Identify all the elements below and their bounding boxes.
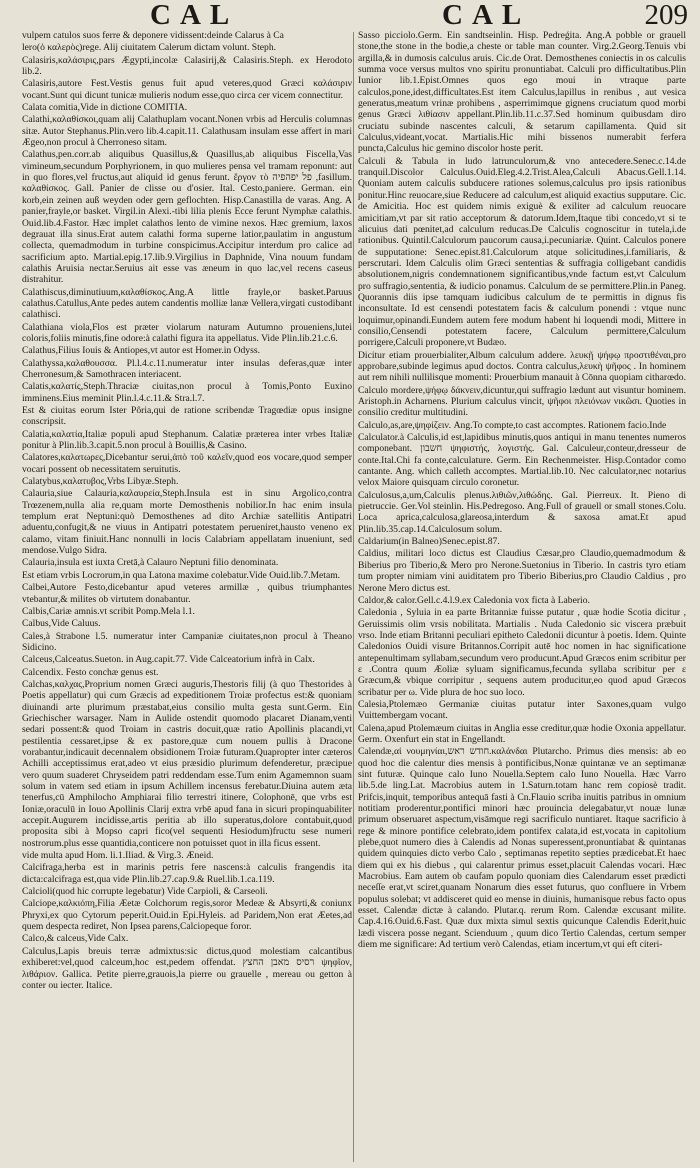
dictionary-entry: Calculi & Tabula in ludo latrunculorum,& vno antecedere.Senec.c.14.de tranquil.Discolor Calculus.Ouid.Eleg.4.2.Trist.Alea,Calculi Abacus.Gell.1.14. Quoniam autem calculis subducere rationes solemus,calculus pro ipsis rationibus ponitur.Hinc reuocare,siue Reducere ad calculum,est aliquid exactius supputare. Cic. de Amicitia. Hoc est quidem nimis exiguè & exiliter ad calculum reuocare amicitiam,vt par sit ratio acceptorum & datorum.Idem,Itaque tibi concedo,vt si te alicuius dati pœnitet,ad calculum reducas.De Calculis cognoscitur in tutela,i.de rationibus. Quintil.Calculorum paucorum causa,i.pecuniariæ. Quint. Calculos ponere de supputatione: Senec.epist.81.Calculorum atque solicitudines,i.familiaris, & perscrutari. Idem Calculis olim Græci sententias & suffragia colligebant candidis absolutionem,nigris condemnationem significantibus,vnde factum est,vt Calculum pro suffragio,sententia, & iudicio ponamus. Calculum de se permittere.Plin.in Paneg. Quorannis diis ipse tamquam iudicibus calculum de te permittis in dignus fis inconsultate. Id est censendi potestatem facis & calculum ponendi : vtque nunc loquimur,opinandi.Eundem autem fere modum habent hi loquendi modi, Mittere in consilio,Censendi potestatem facere, Calculum permittere,Calculum porrigere,Calculi proponere,vt Budæo. [358, 155, 686, 349]
dictionary-entry: vide multa apud Hom. li.1.Iliad. & Virg.3. Æneid. [22, 850, 214, 862]
dictionary-entry: Calauria,siue Calauria,καλαυρεία,Steph.Insula est in sinu Argolico,contra Trœzenem,nulla alia re,quam morte Demosthenis nobilior.In hac enim insula templum erat Neptuni:quò Demosthenes ad dito Archiæ satellitis Antipatri aduentu,confugit,& ne viuus in Antipatri potestatem perueniret,hausto veneno ex calamo, vitam finiuit.Hanc nonnulli in locis Calabriam appellatam inueniunt, sed mendose.Vulgo Sidra. [22, 488, 352, 557]
dictionary-entry: Sasso picciolo.Germ. Ein sandtseinlin. Hisp. Pedreǵita. Ang.A pobble or grauell stone,the stone in the bodie,a cheste or table man counter. Virg.2.Georg.Tenuis vbi argilla,& in dumosis calculus aruis. Cic.de Orat. Demosthenes coniectis in os calculis summa voce versus multos vno spiritu pronuntiabat. Calculi pro difficultatibus.Plin Iunior lib.1.Epist.Omnes quos ego moui in vtraque parte calculos,pone,idest,difficultates.Est item Calculus,lapillus in renibus , aut vesica generatus,meatum vrinæ prohibens , asperrimimque gignens cruciatum quod morbi genus Græci λιθίασιν appellant.Plin.lib.11.c.37.Sed hominum quibusdam diro cruciatu subinde nascentes calculi, & setarum capillamenta. Quid sit Calculus,videant,vocat. Martialis.Hic mihi bissenos numerabit ferfera puncta,Calculus hic gemino discolor hoste perit. [358, 30, 686, 155]
dictionary-entry: lero(ὁ καλερὸς)rege. Alij ciuitatem Calerum dictam volunt. Steph. [22, 42, 277, 54]
dictionary-entry: Calatybus,καλατυβος,Vrbs Libyæ.Steph. [22, 476, 179, 488]
column-divider [353, 32, 354, 1162]
dictionary-entry: Calculator.à Calculis,id est,lapidibus minutis,quos antiqui in manu tenentes numeros componebant. חשבון ψηφιστής, λογιστής. Gal. Calculeur,conteur,dresseur de conte.Ital.Chi fa conte,calculature. Germ. Ein Rechenmeister. Hisp.Contador como cantante. Ang. which calleth accomptes. Martial.lib.10. Nec calculator,nec notarius velox Maiore quisquam circulo coronetur. [358, 432, 686, 489]
running-head-right: CAL [442, 0, 531, 31]
page-number: 209 [644, 0, 688, 31]
dictionary-entry: Calathyssa,καλαθουσσα. Pl.l.4.c.11.numeratur inter insulas deferas,quæ inter Cherronesum,& Samothracen interiacent. [22, 357, 352, 380]
dictionary-entry: Calasiris,autore Fest.Vestis genus fuit apud veteres,quod Græci καλάσιριν vocant.Sunt qui dicunt tunicæ mulieris nodum esse,quo circa cer vicem connectitur. [22, 78, 352, 101]
right-column [358, 30, 686, 1164]
dictionary-entry: vulpem catulos suos ferre & deponere vidissent:deinde Calarus à Ca [22, 30, 284, 41]
dictionary-entry: Calatia,καλατία,Italiæ populi apud Stephanum. Calatiæ præterea inter vrbes Italiæ ponitur à Plin.lib.3.capit.5.non procul à Bouillis,& Casino. [22, 428, 352, 452]
dictionary-entry: Calena,apud Ptolemæum ciuitas in Anglia esse creditur,quæ hodie Oxonia appellatur. Germ. Oxenfurt ein stat in Engellandt. [358, 722, 686, 745]
dictionary-entry: Calceus,Calceatus.Sueton. in Aug.capit.77. Vide Calceatorium infrà in Calx. [22, 654, 315, 666]
dictionary-entry: Calathus,Filius Iouis & Antiopes,vt autor est Homer.in Odyss. [22, 345, 260, 357]
dictionary-entry: Calata comitia,Vide in dictione COMITIA. [22, 102, 188, 114]
dictionary-entry: Est etiam vrbis Locrorum,in qua Latona maxime colebatur.Vide Ouid.lib.7.Metam. [22, 569, 341, 581]
dictionary-entry: Calauria,insula est iuxta Cretā,à Calauro Neptuni filio denominata. [22, 557, 279, 569]
dictionary-entry: Calathus,pen.corr.ab aliquibus Quasillus,& Quasillus,ab aliquibus Fiscella,Vas vimineum,secundum Porphyrionem, in quo mulieres pensa vel tramam reponunt: aut in quo flores,vel fructus,aut aliquid id genus ferunt. ἔργον τὸ פל יפהפיה ,fasillum. καλαθίσκος. Gall. Panier de clisse ou d'osier. Ital. Cesto,paniere. German. ein korb,ein zeinen auß weyden oder gern geflochten. Hisp.Canastilla de varas. Ang. A panier,frayle,or basket. Virgil.in Alexi.-tibi lilia plenis Ecce ferunt Nymphæ calathis. Ouid.lib.4.Fastor. Hæc implet calathos lento de vimine nexos. Hæc gremium, laxos degrauat illa sinus.Erat autem calathi forma superne latior,paulatim in angustum collecta, quemadmodum in turbine conspicimus.Accipitur interdum pro calice ad sacrificium apto. Martial.epig.17.lib.9.Virgilius in Daphnide, Vina nouum fundam calathis Aruisia nectar.Seruius ait esse vas æneum in quo lac,vel recens caseus distrahitur. [22, 149, 352, 286]
dictionary-entry: Cales,à Strabone l.5. numeratur inter Campaniæ ciuitates,non procul à Theano Sidicino. [22, 630, 352, 653]
dictionary-entry: Caldius, militari loco dictus est Claudius Cæsar,pro Claudio,quemadmodum & Biberius pro Tiberio,& Mero pro Nerone.Suetonius in Tiberio. In castris tyro etiam tum propter nimiam vini auiditatem pro Tiberio Biberius,pro Claudio Caldius , pro Nerone Mero dictus est. [358, 548, 686, 594]
running-head-left: CAL [150, 0, 239, 31]
dictionary-entry: Est & ciuitas eorum Ister Pôria,qui de ratione scribendæ Tragœdiæ opus insigne conscripsit. [22, 405, 352, 428]
dictionary-entry: Calendæ,αἱ νουμηνίαι,חודש ראש.καλάνδαι Plutarcho. Primus dies mensis: ab eo quod hoc die calentur dies mensis à pontificibus,Nonæ quintanæ ve an septimanæ sint futuræ. Quinque calo Iuno Nouella.Septem calo Iuno Nouella. Hæc Varro lib.5.de ling.Lat. Macrobius autem in 1.Saturn.totam hanc rem copiosè tradit. Prifcis,inquit, temporibus antequā fasti à Cn.Flauio scriba inuitis patribus in omnium notitiam proderentur,pontifici minori hæc prouincia delegabatur,vt nouæ lunæ primum obseruaret aspectum,visāmque regi sacrificulo nuntiaret. Itaque sacrificio à rege & minore pontifice celebrato,idem pontifex calata,id est,vocata in capitolium plebe,quot numero dies à Calendis ad Nonas superessent,pronuntiabat & quintanas quidem quinquies dicto verbo Calo , septimanas repetito septies prædicebat.Et haec diem qui ex his diebus , qui calarentur primus esset,placuit Calendas vocari. Hæc Macrobius. Eam autem ob caufam populo quoniam dies Calendarum esset prædicti neceſſe erat,vt sciret,quanam Nonarum dies esset futurus, quo confluere in Vrbem populus solebat; vt addisceret quid eo mense in diuinis, humanisque rebus facto opus esset. Calendæ dictæ à calando. Plutar.q. rerum Rom. Calendæ excusant milite. Cap.4.16.Ouid.6.Fast. Quæ dux mixta simul sextis quicunque Calendis Ederit,huic lædi viscera posse negant. Scienduum , quum dico Tertio Calendas, certum semper diem me significare: Ad tertium verò Calendas, etiam incertum,vt qui eft citeri- [358, 746, 686, 951]
dictionary-entry: Calbis,Cariæ amnis.vt scribit Pomp.Mela l.1. [22, 605, 195, 617]
dictionary-entry: Calatores,καλατωρες,Dicebantur serui,ἀπὸ τοῦ καλεῖν,quod eos vocare,quod semper vocari possent ob necessitatem seruitutis. [22, 452, 352, 475]
dictionary-entry: Calchas,καλχας,Proprium nomen Græci auguris,Thestoris filij (à quo Thestorides à Poetis appellatur) qui cum Græcis ad expeditionem Troiæ profectus est:& quoniam diuinandi arte plurimum præstabat,eius consilio multa gesta sunt.Germ. Ein Griechischer warsager. Nam in Aulide ostendit quomodo placaret Dianam,venti sedari possent:& quod Troiam in castris docuit,quæ ratio Apollinis placandi,vt pestilentia cessaret,ipse & ex pastore,quæ cum nouem pullis à Dracone vorabantur,indicauit decennalem obsidionem Troiæ futuram.Quapropter inter cæteros Achilli acceptissimus erat,adeo vt eius præsidio plurimum defenderetur, præcipue vero quum suaderet Chryseidem patri reddendam esse.Tum enim Agamemnon suam solum in vatem sed etiam in ipsum Achillem incensus ferebatur.Diuina autem æta tenerfus,cū Amphilocho Amphiarai filio terrestri itinere, Colophonē, que vrbs est Ioniæ,oraculū in Iouo Apollinis Clarij extra vrbē apud fana in sicuri propinquabiliter accepit.Augurem incidisse,artis peritia ab illo superatus,dolore contabuit,quod proposita sibi à Mopso capri fico(vel sequenti Hesiodum)fructu sese numeri nostrorum.plus esse quantidia,conticere non potuisset quot in illa ficus essent. [22, 678, 352, 849]
dictionary-entry: Calbei,Autore Festo,dicebantur apud veteres armillæ , quibus triumphantes vtebantur,& milites ob virtutem donabantur. [22, 582, 352, 605]
left-column [22, 30, 352, 1164]
dictionary-entry: Calbus,Vide Caluus. [22, 618, 101, 630]
dictionary-entry: Calculo,as,are,ψηφίζειν. Ang.To compte,to cast accomptes. Rationem facio.Inde [358, 419, 667, 431]
dictionary-entry: Calathiscus,diminutiuum,καλαθίσκος.Ang.A little frayle,or basket.Paruus calathus.Catullus,Ante pedes autem candentis molliæ lanæ Vellera,virgati custodibant calathisci. [22, 286, 352, 321]
dictionary-entry: Dicitur etiam prouerbialiter,Album calculum addere. λευκῇ ψήφῳ προστιθέναι,pro approbare,subinde legimus apud doctos. Contra calculus,λευκὴ ψῆφος . In hominem aut rem nihili nullilisque momenti: Prouerbium manauit à Cōnna quopiam citharœdo. [358, 349, 686, 384]
dictionary-entry: Calcendix. Festo conchæ genus est. [22, 666, 159, 678]
dictionary-entry: Calciope,καλκιόπη,Filia Æetæ Colchorum regis,soror Medeæ & Absyrti,& coniunx Phryxi,ex quo Cytorum peperit.Ouid.in Epi.Hyleis. ad Paridem,Non erat Æetes,ad quem despecta rediret, Non Ipsea parens,Calciopeque foror. [22, 898, 352, 933]
dictionary-entry: Calathiana viola,Flos est præter violarum naturam Autumno proueniens,lutei coloris,foliis minutis,fine odore:à calathi figura ita appellatus. Vide Plin.lib.21.c.6. [22, 321, 352, 344]
page-header [0, 0, 700, 34]
dictionary-entry: Calcioli(quod hic corrupte legebatur) Vide Carpioli, & Carseoli. [22, 886, 268, 898]
dictionary-entry: Caldarium(in Balneo)Senec.epist.87. [358, 536, 500, 548]
dictionary-entry: Calatis,καλατίς,Steph.Thraciæ ciuitas,non procul à Tomis,Ponto Euxino imminens.Eius meminit Plin.l.4.c.11.& Stra.l.7. [22, 381, 352, 404]
dictionary-entry: Calathi,καλαθίσκοι,quam alij Calathuplam vocant.Nonen vrbis ad Herculis columnas sitæ. Autor Stephanus.Plin.vero lib.4.capit.11. Calathusam insulam esse affert in mari Ægeo,non procul à Cherroneso sitam. [22, 114, 352, 149]
dictionary-entry: Caldor,& calor.Gell.c.4.l.9.ex Caledonia vox ficta à Laberio. [358, 594, 590, 606]
dictionary-entry: Calcifraga,herba est in marinis petris fere nascens:à calculis frangendis ita dicta:calcifraga est,qua vide Plin.lib.27.cap.9.& Ruel.lib.1.ca.119. [22, 862, 352, 885]
dictionary-entry: Calculosus,a,um,Calculis plenus.λιθιῶν,λιθώδης. Gal. Pierreux. It. Pieno di pietruccie. Ger.Vol steinlin. His.Pedregoso. Ang.Full of grauell or small stones.Colu. Loca aprica,calculosa,glareosa,interdum & saxosa amat.Et apud Plin.lib.35.cap.14.Calculosum solum. [358, 489, 686, 535]
dictionary-entry: Calco,& calceus,Vide Calx. [22, 933, 129, 945]
dictionary-entry: Calculus,Lapis breuis terræ admixtus:sic dictus,quod molestiam calcantibus exhiberet:vel,quod calceum,hoc est,pedem offendat. רסיס מאבן החצץ ψηφῖον, λιθάριον. Gallica. Petite pierre,grauois,la pierre ou grauelle , mereau ou getton à conter ou iecter. Italice. [22, 945, 352, 991]
dictionary-entry: Calasiris,καλάσιρις,pars Ægypti,incolæ Calasirij,& Calasiris.Steph. ex Herodoto lib.2. [22, 54, 352, 78]
dictionary-entry: Calesia,Ptolemæo Germaniæ ciuitas putatur inter Saxones,quam vulgo Vuittembergam vocant. [358, 698, 686, 722]
dictionary-entry: Caledonia , Syluia in ea parte Britanniæ fuisse putatur , quæ hodie Scotia dicitur , Geruissimis olim vrsis nobilitata. Martialis . Nuda Caledonio sic viscera præbuit vrso. Inde etiam Britanni peculiari epitheto Caledonii dicuntur à poetis. Idem. Quinte Caledonios Ouidi visure Britannos.Corripit autē hoc nomen in hac significatione antepenultimam syllabam,secundum vero producunt.Apud Græcos enim scribitur per ε .Contra quum Æoliæ syluam significamus,fecunda syllaba scribitur per ɛ Græcum,& vbique corripitur , sequens autem producitur,eo quod apud Græcos scribatur per ω. Vide plura de hoc suo loco. [358, 607, 686, 698]
dictionary-entry: Calculo mordere,ψήφῳ δάκνειν,dicuntur,qui suffragio lædunt aut visuntur hominem. Aristoph.in Acharnens. Plurium calculus vincit, ψῆφοι πλειόνων νικῶσι. Quoties in consilio creditur multitudini. [358, 384, 686, 419]
